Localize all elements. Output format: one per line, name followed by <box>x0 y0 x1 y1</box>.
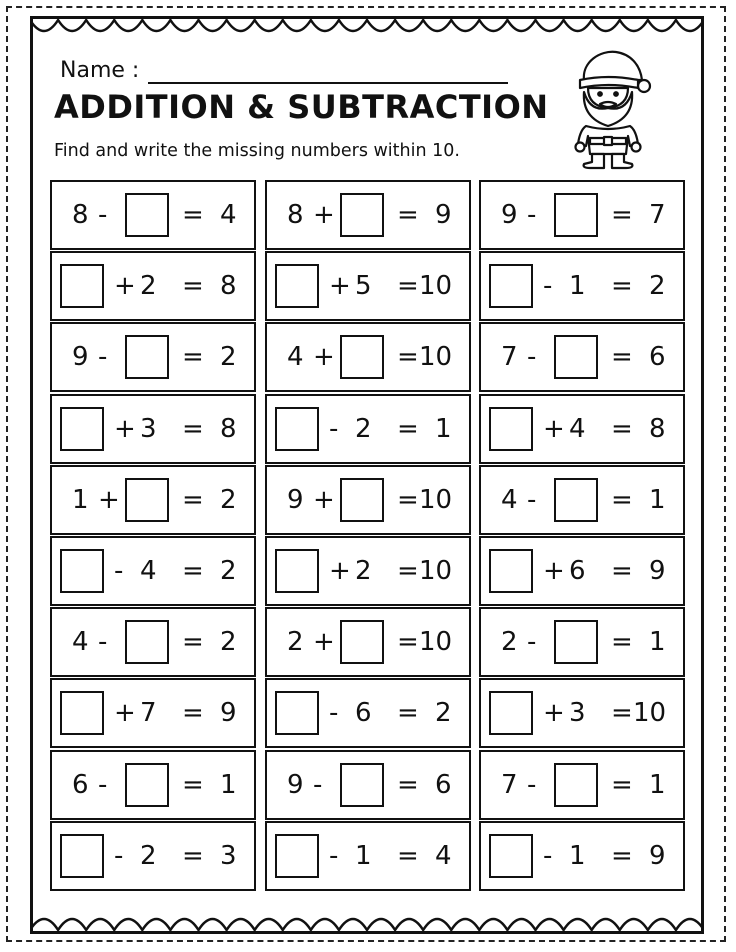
first-number: 2 <box>287 627 304 658</box>
result-number: 2 <box>220 484 237 515</box>
operator: - <box>543 840 553 871</box>
first-number: 4 <box>287 342 304 373</box>
operator: + <box>543 556 565 586</box>
answer-box[interactable] <box>125 335 169 379</box>
operator: + <box>114 698 136 729</box>
problem-cell <box>479 322 685 392</box>
operator: - <box>313 769 323 800</box>
result-number: 8 <box>220 413 237 444</box>
operator: - <box>527 769 537 800</box>
result-number: 9 <box>220 698 237 729</box>
answer-box[interactable] <box>275 549 319 593</box>
operator: - <box>329 413 339 444</box>
answer-box[interactable] <box>340 478 384 522</box>
answer-box[interactable] <box>340 763 384 807</box>
result-number: 10 <box>419 627 453 658</box>
first-number: 2 <box>501 627 518 658</box>
problem-cell <box>265 607 471 677</box>
result-number: 9 <box>649 840 666 871</box>
problem-cell <box>479 465 685 535</box>
equals-sign: = <box>397 769 419 800</box>
instructions: Find and write the missing numbers within 10. <box>54 141 460 161</box>
problem-cell <box>50 251 256 321</box>
answer-box[interactable] <box>489 691 533 735</box>
result-number: 1 <box>649 627 666 658</box>
equals-sign: = <box>182 484 204 515</box>
second-number: 4 <box>140 556 157 586</box>
operator: + <box>313 484 335 515</box>
first-number: 4 <box>72 627 89 658</box>
equals-sign: = <box>182 342 204 373</box>
equals-sign: = <box>182 698 204 729</box>
result-number: 2 <box>220 342 237 373</box>
result-number: 1 <box>649 484 666 515</box>
problem-cell <box>479 394 685 464</box>
equals-sign: = <box>611 200 633 230</box>
second-number: 2 <box>140 271 157 302</box>
answer-box[interactable] <box>489 264 533 308</box>
problem-cell <box>50 465 256 535</box>
first-number: 9 <box>287 769 304 800</box>
answer-box[interactable] <box>60 834 104 878</box>
answer-box[interactable] <box>125 763 169 807</box>
problem-cell <box>479 251 685 321</box>
result-number: 2 <box>435 698 452 729</box>
second-number: 6 <box>355 698 372 729</box>
second-number: 3 <box>140 413 157 444</box>
result-number: 10 <box>419 342 453 373</box>
name-label: Name : <box>60 58 140 83</box>
result-number: 3 <box>220 840 237 871</box>
problem-cell <box>265 180 471 250</box>
problem-cell <box>479 678 685 748</box>
equals-sign: = <box>397 200 419 230</box>
result-number: 8 <box>220 271 237 302</box>
answer-box[interactable] <box>340 193 384 237</box>
first-number: 9 <box>501 200 518 230</box>
equals-sign: = <box>397 342 419 373</box>
problem-cell <box>265 821 471 891</box>
answer-box[interactable] <box>554 763 598 807</box>
result-number: 2 <box>649 271 666 302</box>
answer-box[interactable] <box>554 193 598 237</box>
operator: - <box>527 627 537 658</box>
first-number: 8 <box>287 200 304 230</box>
problem-cell <box>479 536 685 606</box>
operator: - <box>114 556 124 586</box>
equals-sign: = <box>397 413 419 444</box>
equals-sign: = <box>611 627 633 658</box>
answer-box[interactable] <box>275 264 319 308</box>
second-number: 3 <box>569 698 586 729</box>
answer-box[interactable] <box>554 335 598 379</box>
problem-cell <box>50 678 256 748</box>
second-number: 4 <box>569 413 586 444</box>
operator: + <box>543 698 565 729</box>
operator: + <box>313 342 335 373</box>
first-number: 7 <box>501 769 518 800</box>
worksheet-title: ADDITION & SUBTRACTION <box>54 88 549 126</box>
equals-sign: = <box>397 698 419 729</box>
operator: + <box>313 627 335 658</box>
second-number: 2 <box>355 413 372 444</box>
answer-box[interactable] <box>340 335 384 379</box>
operator: + <box>313 200 335 230</box>
operator: + <box>114 413 136 444</box>
operator: + <box>114 271 136 302</box>
problem-cell <box>50 607 256 677</box>
operator: + <box>543 413 565 444</box>
equals-sign: = <box>611 271 633 302</box>
equals-sign: = <box>611 698 633 729</box>
result-number: 2 <box>220 556 237 586</box>
equals-sign: = <box>397 271 419 302</box>
result-number: 9 <box>649 556 666 586</box>
operator: - <box>527 484 537 515</box>
equals-sign: = <box>182 271 204 302</box>
answer-box[interactable] <box>125 193 169 237</box>
problem-cell <box>265 678 471 748</box>
result-number: 1 <box>220 769 237 800</box>
operator: + <box>329 271 351 302</box>
operator: - <box>98 769 108 800</box>
answer-box[interactable] <box>554 478 598 522</box>
result-number: 4 <box>435 840 452 871</box>
equals-sign: = <box>182 627 204 658</box>
santa-icon <box>560 46 656 172</box>
answer-box[interactable] <box>125 478 169 522</box>
answer-box[interactable] <box>275 834 319 878</box>
problem-cell <box>265 536 471 606</box>
answer-box[interactable] <box>554 620 598 664</box>
equals-sign: = <box>397 484 419 515</box>
answer-box[interactable] <box>489 834 533 878</box>
first-number: 8 <box>72 200 89 230</box>
result-number: 8 <box>649 413 666 444</box>
answer-box[interactable] <box>340 620 384 664</box>
first-number: 9 <box>287 484 304 515</box>
first-number: 9 <box>72 342 89 373</box>
equals-sign: = <box>397 840 419 871</box>
answer-box[interactable] <box>60 407 104 451</box>
operator: - <box>543 271 553 302</box>
problem-cell <box>265 322 471 392</box>
operator: - <box>114 840 124 871</box>
problem-cell <box>265 251 471 321</box>
first-number: 4 <box>501 484 518 515</box>
result-number: 1 <box>649 769 666 800</box>
equals-sign: = <box>397 627 419 658</box>
equals-sign: = <box>182 413 204 444</box>
problem-cell <box>479 607 685 677</box>
problem-cell <box>50 394 256 464</box>
answer-box[interactable] <box>489 549 533 593</box>
result-number: 1 <box>435 413 452 444</box>
result-number: 6 <box>649 342 666 373</box>
equals-sign: = <box>182 769 204 800</box>
equals-sign: = <box>611 342 633 373</box>
second-number: 2 <box>355 556 372 586</box>
operator: - <box>98 627 108 658</box>
second-number: 6 <box>569 556 586 586</box>
answer-box[interactable] <box>125 620 169 664</box>
result-number: 7 <box>649 200 666 230</box>
problem-cell <box>50 750 256 820</box>
second-number: 1 <box>569 840 586 871</box>
problem-cell <box>265 465 471 535</box>
result-number: 9 <box>435 200 452 230</box>
answer-box[interactable] <box>489 407 533 451</box>
second-number: 1 <box>569 271 586 302</box>
name-field-line[interactable] <box>148 82 508 84</box>
result-number: 10 <box>419 271 453 302</box>
result-number: 2 <box>220 627 237 658</box>
second-number: 1 <box>355 840 372 871</box>
result-number: 10 <box>633 698 667 729</box>
second-number: 5 <box>355 271 372 302</box>
equals-sign: = <box>397 556 419 586</box>
equals-sign: = <box>611 556 633 586</box>
operator: - <box>98 342 108 373</box>
problem-cell <box>50 821 256 891</box>
problem-cell <box>265 394 471 464</box>
problem-cell <box>265 750 471 820</box>
operator: - <box>329 698 339 729</box>
answer-box[interactable] <box>60 691 104 735</box>
first-number: 7 <box>501 342 518 373</box>
scallop-border-top <box>30 16 704 40</box>
answer-box[interactable] <box>275 691 319 735</box>
scallop-border-bottom <box>30 910 704 934</box>
problem-cell <box>479 750 685 820</box>
operator: - <box>98 200 108 230</box>
first-number: 1 <box>72 484 89 515</box>
result-number: 10 <box>419 556 453 586</box>
second-number: 2 <box>140 840 157 871</box>
problem-cell <box>479 821 685 891</box>
operator: - <box>329 840 339 871</box>
result-number: 4 <box>220 200 237 230</box>
equals-sign: = <box>611 840 633 871</box>
result-number: 6 <box>435 769 452 800</box>
problem-cell <box>50 180 256 250</box>
equals-sign: = <box>611 413 633 444</box>
answer-box[interactable] <box>275 407 319 451</box>
equals-sign: = <box>182 200 204 230</box>
problem-cell <box>50 536 256 606</box>
operator: - <box>527 200 537 230</box>
first-number: 6 <box>72 769 89 800</box>
answer-box[interactable] <box>60 264 104 308</box>
second-number: 7 <box>140 698 157 729</box>
equals-sign: = <box>611 769 633 800</box>
operator: + <box>98 484 120 515</box>
equals-sign: = <box>182 556 204 586</box>
equals-sign: = <box>611 484 633 515</box>
equals-sign: = <box>182 840 204 871</box>
operator: + <box>329 556 351 586</box>
problem-cell <box>50 322 256 392</box>
operator: - <box>527 342 537 373</box>
result-number: 10 <box>419 484 453 515</box>
problem-cell <box>479 180 685 250</box>
answer-box[interactable] <box>60 549 104 593</box>
